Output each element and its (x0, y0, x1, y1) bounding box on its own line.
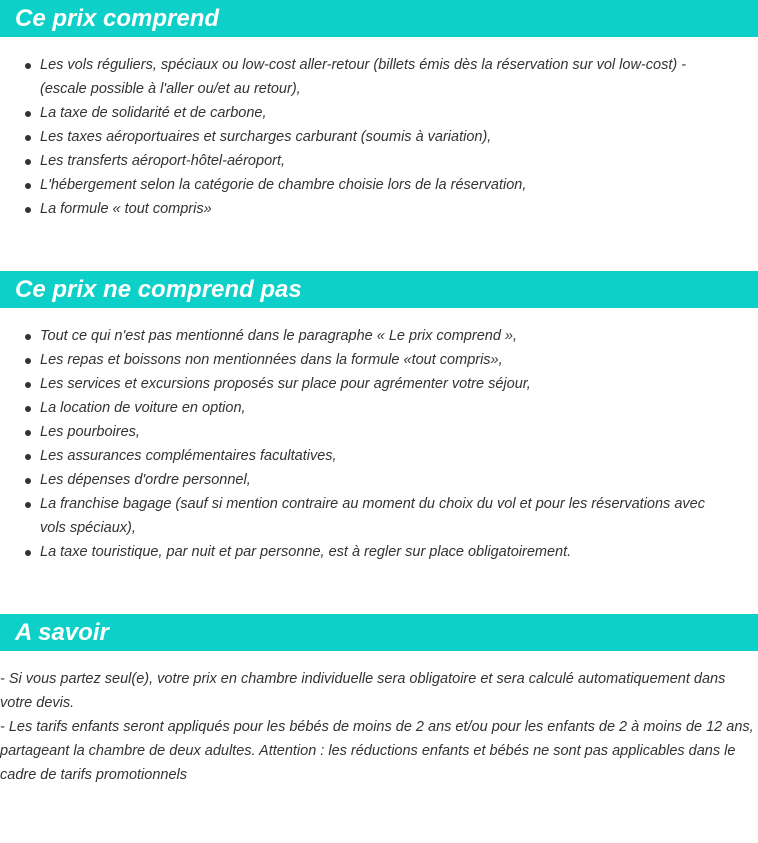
list-item: La franchise bagage (sauf si mention contraire au moment du choix du vol et pour les réservations avec vols spéciaux), (0, 492, 758, 540)
list-item: Les services et excursions proposés sur place pour agrémenter votre séjour, (0, 372, 758, 396)
info-notes (0, 667, 758, 787)
info-paragraph: - Les tarifs enfants seront appliqués pour les bébés de moins de 2 ans et/ou pour les enfants de 2 à moins de 12 ans, partageant la chambre de deux adultes. Attention : les réductions enfants et bébés ne sont pas applicables dans le cadre de tarifs promotionnels (0, 719, 754, 783)
section-title-info: A savoir (15, 619, 109, 646)
info-paragraph: - Si vous partez seul(e), votre prix en chambre individuelle sera obligatoire et sera calculé automatiquement dans votre devis. (0, 671, 726, 711)
list-item: Les assurances complémentaires facultatives, (0, 444, 758, 468)
list-item: La taxe de solidarité et de carbone, (0, 101, 758, 125)
excluded-list (0, 324, 758, 564)
section-title-excluded: Ce prix ne comprend pas (15, 276, 302, 303)
list-item: Les transferts aéroport-hôtel-aéroport, (0, 149, 758, 173)
section-header-excluded (0, 271, 758, 308)
list-item: Les pourboires, (0, 420, 758, 444)
list-item: La location de voiture en option, (0, 396, 758, 420)
section-title-included: Ce prix comprend (15, 5, 220, 32)
list-item: Tout ce qui n'est pas mentionné dans le paragraphe « Le prix comprend », (0, 324, 758, 348)
list-item: La formule « tout compris» (0, 197, 758, 221)
section-header-included (0, 0, 758, 37)
list-item: Les repas et boissons non mentionnées dans la formule «tout compris», (0, 348, 758, 372)
included-list (0, 53, 758, 221)
list-item: Les vols réguliers, spéciaux ou low-cost aller-retour (billets émis dès la réservation sur vol low-cost) - (escale possible à l'aller ou/et au retour), (0, 53, 758, 101)
list-item: Les taxes aéroportuaires et surcharges carburant (soumis à variation), (0, 125, 758, 149)
section-header-info (0, 614, 758, 651)
list-item: L'hébergement selon la catégorie de chambre choisie lors de la réservation, (0, 173, 758, 197)
list-item: La taxe touristique, par nuit et par personne, est à regler sur place obligatoirement. (0, 540, 758, 564)
list-item: Les dépenses d'ordre personnel, (0, 468, 758, 492)
